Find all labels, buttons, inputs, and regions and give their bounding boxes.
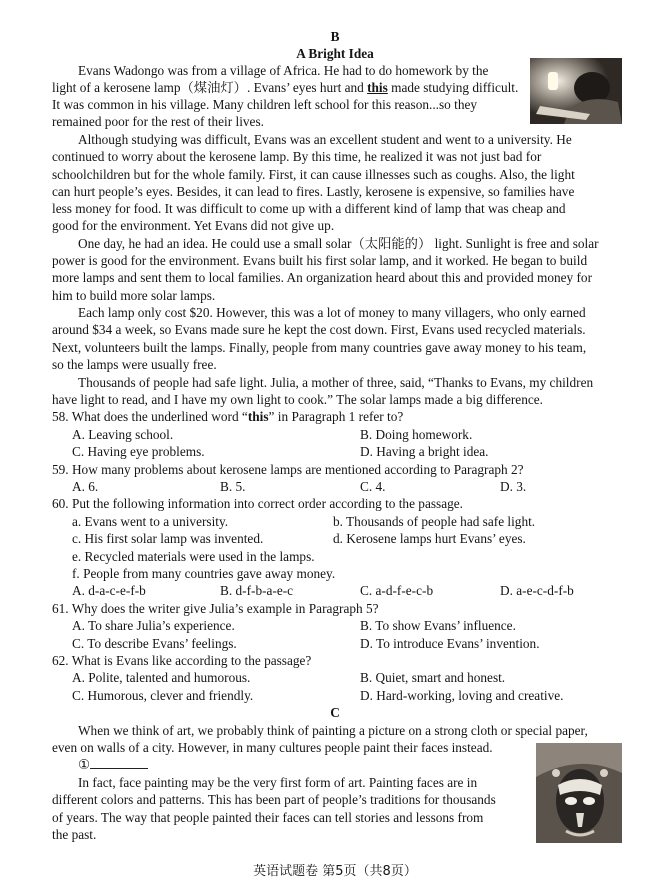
section-b-title: A Bright Idea xyxy=(296,46,374,61)
b-p3-line4: him to build more solar lamps. xyxy=(52,288,216,303)
q61-option-c[interactable]: C. To describe Evans’ feelings. xyxy=(72,636,237,651)
b-p4-line2: around $34 a week, so Evans made sure he kept the cost down. First, Evans used recycled materials. xyxy=(52,322,586,337)
b-p1-line2-b: made studying difficult. xyxy=(387,80,519,95)
q58-option-c[interactable]: C. Having eye problems. xyxy=(72,444,205,459)
c-p2-line4: the past. xyxy=(52,827,97,842)
q58-stem-b: ” in Paragraph 1 refer to? xyxy=(268,409,404,424)
b-p1-line1: Evans Wadongo was from a village of Africa. He had to do homework by the xyxy=(78,63,489,78)
q62-option-b[interactable]: B. Quiet, smart and honest. xyxy=(360,670,506,685)
face-painting-photo xyxy=(536,743,622,843)
b-p1-line2-a: light of a kerosene lamp（煤油灯）. Evans’ eyes hurt and xyxy=(52,80,368,95)
q61-option-b[interactable]: B. To show Evans’ influence. xyxy=(360,618,516,633)
q62-option-a[interactable]: A. Polite, talented and humorous. xyxy=(72,670,251,685)
q60-option-a[interactable]: A. d-a-c-e-f-b xyxy=(72,583,146,598)
b-p5-line2: have light to read, and I have my own light to cook.” The solar lamps made a big difference. xyxy=(52,392,543,407)
b-p3-line3: more lamps and sent them to local families. An organization heard about this and provided money for xyxy=(52,270,592,285)
q59-option-d[interactable]: D. 3. xyxy=(500,479,527,494)
q58-option-b[interactable]: B. Doing homework. xyxy=(360,427,473,442)
q58-stem xyxy=(52,408,403,425)
section-b-letter: B xyxy=(330,29,340,44)
q58-stem-word: this xyxy=(247,409,269,424)
q60-option-c[interactable]: C. a-d-f-e-c-b xyxy=(360,583,434,598)
underlined-word-this: this xyxy=(367,80,388,95)
q60-stem: 60. Put the following information into correct order according to the passage. xyxy=(52,496,463,511)
q60-item-a: a. Evans went to a university. xyxy=(72,514,229,529)
c-p2-line2: different colors and patterns. This has been part of people’s traditions for thousands xyxy=(52,792,496,807)
boy-studying-photo xyxy=(530,58,622,124)
q59-stem: 59. How many problems about kerosene lamps are mentioned according to Paragraph 2? xyxy=(52,462,524,477)
b-p2-line1: Although studying was difficult, Evans was an excellent student and went to a university. He xyxy=(78,132,572,147)
q58-stem-a: 58. What does the underlined word “ xyxy=(52,409,248,424)
b-p2-line5: less money for food. It was difficult to come up with a different kind of lamp that was cheap and xyxy=(52,201,566,216)
q60-item-e: e. Recycled materials were used in the lamps. xyxy=(72,549,315,564)
q61-option-d[interactable]: D. To introduce Evans’ invention. xyxy=(360,636,540,651)
section-c-letter: C xyxy=(330,705,340,720)
q58-option-a[interactable]: A. Leaving school. xyxy=(72,427,174,442)
blank-number: ① xyxy=(78,757,90,772)
b-p4-line3: Next, volunteers built the lamps. Finally, people from many countries gave away money to his team, xyxy=(52,340,587,355)
c-blank-line xyxy=(78,756,148,773)
q59-option-b[interactable]: B. 5. xyxy=(220,479,246,494)
q61-stem: 61. Why does the writer give Julia’s example in Paragraph 5? xyxy=(52,601,379,616)
q60-item-c: c. His first solar lamp was invented. xyxy=(72,531,264,546)
q61-option-a[interactable]: A. To share Julia’s experience. xyxy=(72,618,235,633)
answer-blank[interactable] xyxy=(90,756,148,769)
b-p1-line3: It was common in his village. Many children left school for this reason...so they xyxy=(52,97,478,112)
b-p2-line4: can hurt people’s eyes. Besides, it can lead to fires. Lastly, kerosene is expensive, so families have xyxy=(52,184,575,199)
b-p2-line6: good for the environment. Yet Evans did not give up. xyxy=(52,218,335,233)
q58-option-d[interactable]: D. Having a bright idea. xyxy=(360,444,489,459)
b-p2-line2: continued to worry about the kerosene lamp. By this time, he realized it was not just bad for xyxy=(52,149,542,164)
b-p5-line1: Thousands of people had safe light. Julia, a mother of three, said, “Thanks to Evans, my children xyxy=(78,375,594,390)
q62-option-c[interactable]: C. Humorous, clever and friendly. xyxy=(72,688,254,703)
q60-item-f: f. People from many countries gave away money. xyxy=(72,566,336,581)
b-p2-line3: schoolchildren but for the whole family. First, it can cause illnesses such as coughs. Also, the light xyxy=(52,167,575,182)
b-p4-line4: so the lamps were usually free. xyxy=(52,357,217,372)
q59-option-a[interactable]: A. 6. xyxy=(72,479,99,494)
b-p3-line1: One day, he had an idea. He could use a small solar（太阳能的） light. Sunlight is free and solar xyxy=(78,236,599,251)
c-p1-line2: even on walls of a city. However, in many cultures people paint their faces instead. xyxy=(52,740,493,755)
c-p1-line1: When we think of art, we probably think of painting a picture on a strong cloth or special paper, xyxy=(78,723,588,738)
b-p3-line2: power is good for the environment. Evans built his first solar lamp, and it worked. He began to build xyxy=(52,253,588,268)
page-footer: 英语试题卷 第5页（共8页） xyxy=(253,864,417,879)
q60-item-d: d. Kerosene lamps hurt Evans’ eyes. xyxy=(333,531,526,546)
q60-item-b: b. Thousands of people had safe light. xyxy=(333,514,536,529)
c-p2-line1: In fact, face painting may be the very first form of art. Painting faces are in xyxy=(78,775,478,790)
b-p1-line2 xyxy=(52,79,518,96)
q60-option-d[interactable]: D. a-e-c-d-f-b xyxy=(500,583,574,598)
c-p2-line3: of years. The way that people painted their faces can tell stories and lessons from xyxy=(52,810,484,825)
q62-option-d[interactable]: D. Hard-working, loving and creative. xyxy=(360,688,564,703)
b-p4-line1: Each lamp only cost $20. However, this was a lot of money to many villagers, who only earned xyxy=(78,305,586,320)
q62-stem: 62. What is Evans like according to the passage? xyxy=(52,653,312,668)
q60-option-b[interactable]: B. d-f-b-a-e-c xyxy=(220,583,294,598)
b-p1-line4: remained poor for the rest of their lives. xyxy=(52,114,264,129)
q59-option-c[interactable]: C. 4. xyxy=(360,479,386,494)
